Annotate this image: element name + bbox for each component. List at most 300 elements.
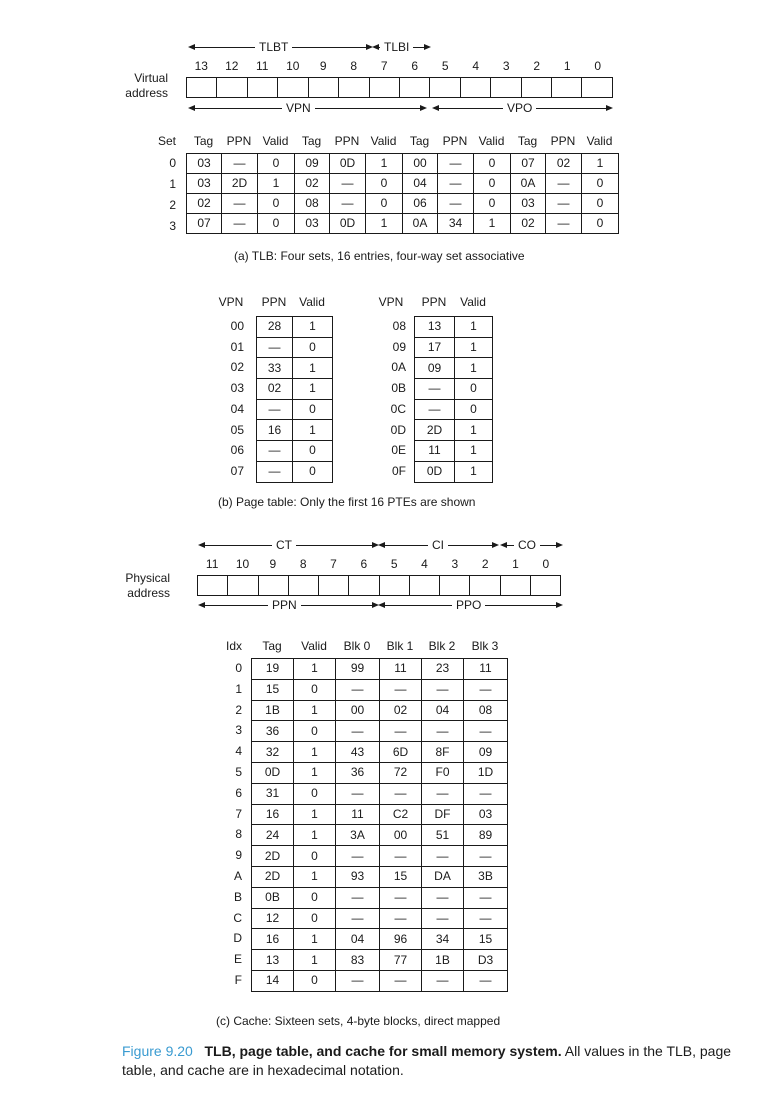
pt-ppn: —	[257, 337, 293, 358]
pbit-cell	[380, 576, 410, 595]
pt-valid: 1	[293, 420, 333, 441]
pt-valid: 1	[455, 461, 493, 482]
cache-idx: 0	[235, 661, 242, 675]
vbit-cell	[491, 78, 521, 97]
cache-idx: 8	[235, 827, 242, 842]
physical-bit-number: 11	[205, 557, 219, 571]
cache-row	[252, 866, 508, 887]
tlb-header: Valid	[262, 134, 289, 148]
pt-ppn: 17	[415, 337, 455, 358]
virtual-bit-number: 13	[194, 59, 208, 73]
cache-cell: 1	[294, 825, 336, 846]
pt-valid: 0	[293, 399, 333, 420]
pt-ppn: 0D	[415, 461, 455, 482]
pt-header-valid: Valid	[460, 295, 486, 309]
tlb-cell: 03	[295, 214, 330, 234]
tlb-cell: 0	[582, 174, 619, 194]
tlb-cell: 1	[582, 154, 619, 174]
vpn-arrow-right-icon	[420, 105, 427, 111]
cache-cell: C2	[380, 804, 422, 825]
cache-row	[252, 659, 508, 680]
pt-valid: 0	[455, 399, 493, 420]
tlb-header: Valid	[478, 134, 505, 148]
cache-cell: 72	[380, 762, 422, 783]
tlb-cell: 0	[474, 174, 511, 194]
cache-cell: 16	[252, 804, 294, 825]
cache-cell: 31	[252, 783, 294, 804]
page-table-right	[414, 316, 493, 483]
tlb-cell: 0D	[330, 214, 366, 234]
pt-row	[415, 420, 493, 441]
pbit-cell	[440, 576, 470, 595]
cache-cell: —	[336, 846, 380, 867]
figure-caption	[122, 1042, 742, 1080]
pt-ppn: 2D	[415, 420, 455, 441]
pt-vpn: 0E	[391, 443, 406, 458]
tlbi-arrow-right-icon	[424, 44, 431, 50]
pt-header-vpn: VPN	[218, 295, 244, 309]
virtual-bit-number: 0	[594, 59, 602, 73]
vpo-label: VPO	[503, 101, 536, 115]
cache-cell: —	[422, 846, 464, 867]
tlb-cell: 02	[295, 174, 330, 194]
pt-header-vpn: VPN	[378, 295, 404, 309]
pt-valid: 0	[293, 337, 333, 358]
pt-valid: 1	[455, 441, 493, 462]
cache-cell: 02	[380, 700, 422, 721]
cache-idx: 5	[235, 765, 242, 779]
pt-row	[415, 317, 493, 338]
pt-header-ppn: PPN	[261, 295, 287, 309]
tlb-set-number: 2	[169, 198, 176, 212]
cache-cell: 0	[294, 783, 336, 804]
pt-vpn: 06	[230, 443, 244, 458]
cache-cell: —	[464, 679, 508, 700]
physical-address-label	[106, 571, 170, 601]
cache-idx: 3	[235, 723, 242, 738]
virtual-bit-number: 7	[380, 59, 388, 73]
pt-vpn: 01	[230, 339, 244, 354]
cache-cell: 0	[294, 887, 336, 908]
vbit-cell	[339, 78, 369, 97]
physical-bit-number: 3	[451, 557, 459, 571]
pbit-cell	[349, 576, 379, 595]
pt-vpn: 08	[392, 319, 406, 333]
tlb-set-number: 0	[169, 156, 176, 170]
virtual-bit-number: 11	[256, 59, 269, 73]
virtual-bit-box	[186, 77, 613, 98]
virtual-label-line2: address	[125, 86, 168, 100]
physical-bit-number: 10	[235, 557, 250, 571]
cache-cell: 1	[294, 700, 336, 721]
pt-vpn: 0A	[391, 360, 406, 375]
vbit-cell	[461, 78, 491, 97]
page-table-caption: (b) Page table: Only the first 16 PTEs are shown	[218, 495, 476, 509]
virtual-bit-number: 5	[441, 59, 449, 73]
virtual-bit-number: 6	[411, 59, 419, 73]
tlb-cell: —	[222, 154, 258, 174]
physical-label-line1: Physical	[125, 571, 170, 585]
cache-header-idx: Idx	[225, 639, 242, 653]
cache-row	[252, 804, 508, 825]
cache-cell: 1	[294, 950, 336, 971]
tlb-set-number: 1	[169, 177, 176, 191]
cache-row	[252, 825, 508, 846]
cache-idx: A	[233, 869, 242, 883]
tlb-header: Tag	[193, 134, 214, 148]
cache-cell: —	[380, 783, 422, 804]
virtual-address-label	[104, 71, 168, 101]
tlb-cell: 09	[295, 154, 330, 174]
cache-idx: 2	[235, 702, 242, 717]
cache-header: Blk 0	[343, 639, 371, 653]
vbit-cell	[309, 78, 339, 97]
tlb-cell: 1	[474, 214, 511, 234]
tlb-cell: 02	[546, 154, 582, 174]
pt-ppn: —	[257, 399, 293, 420]
physical-bit-number: 4	[421, 557, 428, 571]
vbit-cell	[552, 78, 582, 97]
tlb-cell: 0	[258, 214, 295, 234]
cache-cell: 3A	[336, 825, 380, 846]
cache-cell: —	[464, 721, 508, 742]
pt-ppn: 02	[257, 379, 293, 400]
cache-idx: E	[233, 952, 242, 967]
cache-cell: 96	[380, 929, 422, 950]
pt-ppn: —	[257, 461, 293, 482]
cache-cell: 34	[422, 929, 464, 950]
cache-cell: 15	[380, 866, 422, 887]
pbit-cell	[531, 576, 560, 595]
tlb-row	[187, 214, 619, 234]
cache-cell: —	[380, 970, 422, 991]
tlb-cell: —	[222, 194, 258, 214]
cache-cell: 0	[294, 721, 336, 742]
pt-valid: 0	[293, 441, 333, 462]
pt-vpn: 0D	[390, 422, 406, 437]
tlbt-label: TLBT	[255, 40, 292, 54]
pt-ppn: —	[415, 399, 455, 420]
pt-valid: 0	[293, 461, 333, 482]
co-label: CO	[514, 538, 540, 552]
cache-cell: 0	[294, 970, 336, 991]
pt-row	[257, 461, 333, 482]
virtual-bit-number: 10	[286, 59, 300, 73]
tlb-header: PPN	[334, 134, 360, 148]
pbit-cell	[259, 576, 289, 595]
tlb-cell: 34	[438, 214, 474, 234]
cache-cell: —	[336, 783, 380, 804]
cache-row	[252, 846, 508, 867]
cache-cell: 8F	[422, 742, 464, 763]
tlb-header: Tag	[409, 134, 430, 148]
cache-idx: 1	[235, 681, 242, 696]
tlb-cell: 2D	[222, 174, 258, 194]
vbit-cell	[400, 78, 430, 97]
co-arrow-right-icon	[556, 542, 563, 548]
pt-ppn: 16	[257, 420, 293, 441]
figure-number: Figure 9.20	[122, 1043, 193, 1059]
cache-row	[252, 679, 508, 700]
cache-cell: 08	[464, 700, 508, 721]
cache-idx: C	[233, 910, 242, 925]
cache-cell: 3B	[464, 866, 508, 887]
cache-cell: 2D	[252, 846, 294, 867]
cache-cell: —	[336, 908, 380, 929]
cache-cell: 93	[336, 866, 380, 887]
cache-cell: 36	[252, 721, 294, 742]
physical-bit-box	[197, 575, 561, 596]
tlb-header: PPN	[442, 134, 468, 148]
cache-cell: 1	[294, 762, 336, 783]
cache-idx: 4	[235, 744, 242, 759]
cache-idx: 6	[235, 785, 242, 800]
cache-cell: DA	[422, 866, 464, 887]
tlb-cell: 0	[366, 174, 403, 194]
tlb-cell: 02	[511, 214, 546, 234]
vbit-cell	[187, 78, 217, 97]
tlb-cell: 0	[258, 154, 295, 174]
tlb-cell: —	[546, 214, 582, 234]
cache-cell: DF	[422, 804, 464, 825]
cache-cell: 13	[252, 950, 294, 971]
vbit-cell	[248, 78, 278, 97]
cache-row	[252, 783, 508, 804]
vpo-arrow-right-icon	[606, 105, 613, 111]
pt-header-valid: Valid	[299, 295, 325, 309]
cache-cell: —	[422, 970, 464, 991]
cache-cell: 0	[294, 846, 336, 867]
cache-row	[252, 929, 508, 950]
cache-cell: —	[464, 970, 508, 991]
cache-idx: F	[234, 973, 242, 987]
pt-valid: 1	[455, 420, 493, 441]
pt-valid: 1	[455, 337, 493, 358]
tlb-cell: 1	[366, 214, 403, 234]
cache-header: Blk 2	[428, 639, 456, 653]
cache-cell: 1D	[464, 762, 508, 783]
pt-valid: 1	[455, 317, 493, 338]
virtual-bit-number: 8	[350, 59, 358, 73]
tlb-cell: —	[438, 154, 474, 174]
physical-bit-number: 9	[269, 557, 277, 571]
pt-vpn: 00	[230, 319, 244, 333]
cache-cell: 24	[252, 825, 294, 846]
vbit-cell	[217, 78, 247, 97]
virtual-bit-number: 12	[225, 59, 239, 73]
tlb-cell: —	[438, 194, 474, 214]
tlb-cell: 08	[295, 194, 330, 214]
cache-cell: 04	[422, 700, 464, 721]
cache-cell: —	[336, 721, 380, 742]
tlb-cell: —	[330, 194, 366, 214]
cache-cell: 1B	[252, 700, 294, 721]
figure-title: TLB, page table, and cache for small memory system.	[204, 1043, 562, 1059]
tlb-header-set: Set	[157, 134, 176, 148]
pt-ppn: 09	[415, 358, 455, 379]
tlb-cell: 07	[187, 214, 222, 234]
pt-ppn: 28	[257, 317, 293, 338]
pt-row	[415, 337, 493, 358]
tlb-cell: 03	[187, 154, 222, 174]
tlb-row	[187, 154, 619, 174]
cache-cell: 89	[464, 825, 508, 846]
tlb-cell: 1	[258, 174, 295, 194]
cache-row	[252, 721, 508, 742]
cache-cell: 83	[336, 950, 380, 971]
cache-cell: 14	[252, 970, 294, 991]
pbit-cell	[198, 576, 228, 595]
virtual-bit-number: 3	[502, 59, 510, 73]
cache-cell: —	[336, 887, 380, 908]
ppo-arrow-right-icon	[556, 602, 563, 608]
tlb-table	[186, 153, 619, 234]
cache-cell: —	[422, 887, 464, 908]
tlb-header: PPN	[550, 134, 576, 148]
tlb-cell: —	[546, 194, 582, 214]
tlb-cell: 0	[582, 194, 619, 214]
pt-vpn: 0C	[390, 401, 406, 416]
cache-cell: —	[380, 721, 422, 742]
pt-valid: 1	[293, 317, 333, 338]
physical-bit-number: 5	[390, 557, 398, 571]
cache-cell: 43	[336, 742, 380, 763]
pt-vpn: 02	[230, 360, 244, 375]
physical-bit-number: 0	[542, 557, 550, 571]
pbit-cell	[228, 576, 258, 595]
tlb-cell: 0	[474, 154, 511, 174]
pbit-cell	[319, 576, 349, 595]
pt-row	[415, 441, 493, 462]
pt-vpn: 0F	[391, 463, 406, 478]
pt-vpn: 0B	[391, 381, 406, 396]
physical-bit-number: 7	[330, 557, 337, 571]
cache-cell: 15	[252, 679, 294, 700]
tlb-row	[187, 194, 619, 214]
tlb-row	[187, 174, 619, 194]
cache-cell: —	[464, 783, 508, 804]
pt-row	[257, 399, 333, 420]
cache-row	[252, 762, 508, 783]
tlb-cell: 0A	[511, 174, 546, 194]
cache-cell: —	[380, 887, 422, 908]
physical-bit-number: 1	[512, 557, 519, 571]
pt-row	[415, 399, 493, 420]
pt-row	[415, 358, 493, 379]
pt-row	[415, 461, 493, 482]
cache-cell: 11	[464, 659, 508, 680]
tlb-cell: 00	[403, 154, 438, 174]
pt-row	[257, 337, 333, 358]
virtual-bit-number: 9	[319, 59, 327, 73]
cache-idx: 7	[235, 806, 242, 821]
cache-cell: —	[464, 887, 508, 908]
cache-cell: 12	[252, 908, 294, 929]
tlb-cell: 03	[511, 194, 546, 214]
pt-row	[257, 379, 333, 400]
tlb-header: PPN	[226, 134, 252, 148]
tlb-cell: 06	[403, 194, 438, 214]
virtual-label-line1: Virtual	[134, 71, 168, 85]
tlb-cell: 0	[582, 214, 619, 234]
tlb-set-number: 3	[169, 219, 176, 233]
cache-idx: 9	[235, 848, 242, 863]
cache-idx: B	[233, 889, 242, 904]
cache-cell: 0B	[252, 887, 294, 908]
pt-ppn: 33	[257, 358, 293, 379]
tlb-cell: —	[222, 214, 258, 234]
tlb-cell: 0D	[330, 154, 366, 174]
cache-header: Tag	[262, 639, 282, 653]
cache-cell: 19	[252, 659, 294, 680]
cache-cell: 11	[336, 804, 380, 825]
vbit-cell	[430, 78, 460, 97]
cache-row	[252, 887, 508, 908]
vbit-cell	[278, 78, 308, 97]
cache-table	[251, 658, 508, 992]
virtual-bit-number: 2	[533, 59, 541, 73]
cache-cell: 51	[422, 825, 464, 846]
cache-cell: 77	[380, 950, 422, 971]
pt-header-ppn: PPN	[421, 295, 447, 309]
cache-cell: —	[380, 679, 422, 700]
cache-cell: 23	[422, 659, 464, 680]
tlb-cell: 0	[474, 194, 511, 214]
cache-cell: 1	[294, 659, 336, 680]
cache-idx: D	[233, 931, 242, 946]
cache-caption: (c) Cache: Sixteen sets, 4-byte blocks, direct mapped	[216, 1014, 501, 1028]
tlb-cell: 0	[366, 194, 403, 214]
pt-ppn: —	[257, 441, 293, 462]
vpn-label: VPN	[282, 101, 315, 115]
cache-cell: 09	[464, 742, 508, 763]
cache-cell: 1	[294, 929, 336, 950]
ct-label: CT	[272, 538, 296, 552]
pt-ppn: —	[415, 379, 455, 400]
tlb-cell: 03	[187, 174, 222, 194]
cache-cell: 36	[336, 762, 380, 783]
cache-cell: 1	[294, 866, 336, 887]
tlb-header: Tag	[517, 134, 538, 148]
pt-vpn: 07	[230, 463, 244, 478]
pbit-cell	[289, 576, 319, 595]
pt-row	[257, 420, 333, 441]
pt-row	[257, 358, 333, 379]
cache-cell: 15	[464, 929, 508, 950]
tlb-caption: (a) TLB: Four sets, 16 entries, four-way set associative	[234, 249, 525, 263]
pbit-cell	[470, 576, 500, 595]
pt-vpn: 05	[230, 422, 244, 437]
physical-label-line2: address	[127, 586, 170, 600]
tlb-cell: 0	[258, 194, 295, 214]
pt-vpn: 04	[230, 401, 244, 416]
cache-cell: —	[422, 908, 464, 929]
vbit-cell	[370, 78, 400, 97]
cache-cell: 32	[252, 742, 294, 763]
cache-cell: F0	[422, 762, 464, 783]
cache-header: Valid	[301, 639, 327, 653]
cache-cell: 0D	[252, 762, 294, 783]
tlb-cell: —	[330, 174, 366, 194]
pbit-cell	[501, 576, 531, 595]
pt-valid: 1	[455, 358, 493, 379]
cache-cell: —	[380, 846, 422, 867]
cache-row	[252, 700, 508, 721]
pbit-cell	[410, 576, 440, 595]
cache-cell: —	[464, 846, 508, 867]
cache-cell: 0	[294, 679, 336, 700]
pt-valid: 1	[293, 358, 333, 379]
